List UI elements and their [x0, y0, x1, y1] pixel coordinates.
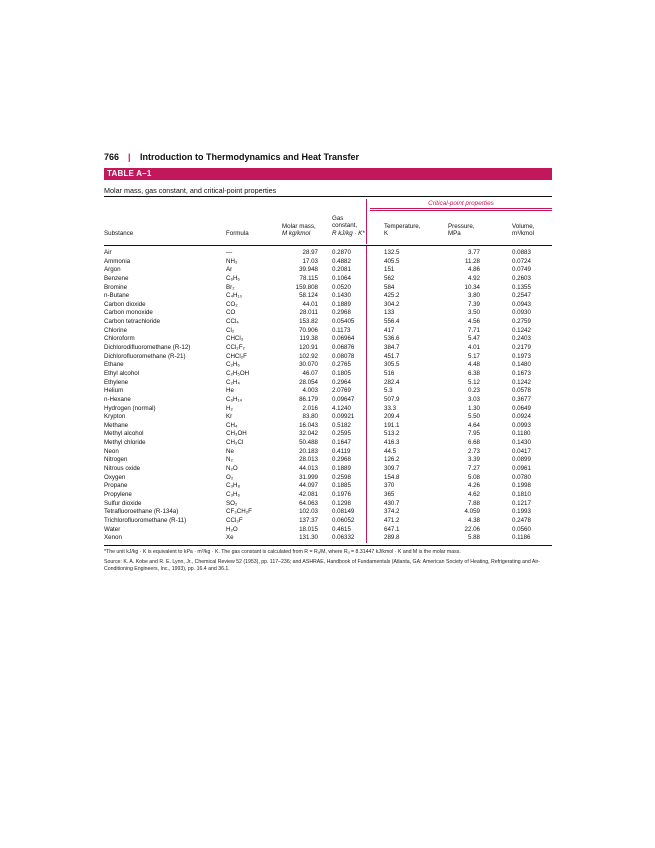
cell-pressure: 7.39 [467, 300, 480, 308]
cell-substance: Chlorine [104, 326, 128, 334]
critical-point-group-header: Critical-point properties [428, 200, 494, 207]
table-row [104, 335, 552, 344]
cell-molar-mass: 159.808 [295, 283, 318, 291]
cell-temperature: 304.2 [384, 300, 400, 308]
cell-volume: 0.1998 [512, 482, 531, 490]
cell-temperature: 647.1 [384, 525, 400, 533]
cell-formula: CO [226, 309, 236, 317]
cell-substance: Helium [104, 387, 124, 395]
cell-temperature: 405.5 [384, 257, 400, 265]
cell-volume: 0.0560 [512, 525, 531, 533]
cell-substance: Nitrous oxide [104, 465, 141, 473]
table-row [104, 465, 552, 474]
cell-substance: Carbon tetrachloride [104, 318, 161, 326]
cell-volume: 0.2403 [512, 335, 531, 343]
cell-gas-constant: 0.1889 [332, 465, 351, 473]
cell-volume: 0.0749 [512, 266, 531, 274]
cell-molar-mass: 78.115 [299, 274, 318, 282]
cell-substance: n-Hexane [104, 395, 131, 403]
cell-molar-mass: 44.097 [299, 482, 318, 490]
cell-substance: Sulfur dioxide [104, 499, 142, 507]
cell-molar-mass: 17.03 [302, 257, 318, 265]
cell-temperature: 365 [384, 490, 395, 498]
table-row [104, 422, 552, 431]
cell-pressure: 2.73 [467, 447, 480, 455]
cell-gas-constant: 0.2081 [332, 266, 351, 274]
cell-molar-mass: 28.011 [299, 309, 318, 317]
cell-formula: N₂ [226, 456, 233, 464]
cell-formula: CCl₃F [226, 516, 243, 524]
col-header-gas-constant: Gas constant, R kJ/kg · K* [332, 215, 365, 237]
footnotes [104, 549, 552, 573]
cell-formula: N₂O [226, 465, 238, 473]
cell-substance: Bromine [104, 283, 128, 291]
cell-substance: Methyl chloride [104, 439, 146, 447]
chapter-title: Introduction to Thermodynamics and Heat Transfer [140, 152, 360, 162]
cell-pressure: 5.08 [467, 473, 480, 481]
col-header-pressure: Pressure, MPa [448, 223, 475, 238]
cell-pressure: 1.30 [467, 404, 480, 412]
cell-temperature: 416.3 [384, 439, 400, 447]
cell-formula: H₂ [226, 404, 233, 412]
table-row [104, 318, 552, 327]
cell-volume: 0.1993 [512, 508, 531, 516]
cell-volume: 0.0924 [512, 413, 531, 421]
table-row [104, 249, 552, 258]
cell-pressure: 3.03 [467, 395, 480, 403]
cell-volume: 0.1242 [512, 326, 531, 334]
table-row [104, 344, 552, 353]
cell-molar-mass: 2.016 [302, 404, 318, 412]
cell-substance: Dichlorofluoromethane (R-21) [104, 352, 186, 360]
cell-molar-mass: 120.91 [299, 344, 318, 352]
gas-constant-footnote: *The unit kJ/kg · K is equivalent to kPa · m³/kg · K. The gas constant is calculated from R = Rᵤ/M, where Rᵤ = 8.31447 kJ/kmol · K and M is the molar mass. [104, 548, 461, 555]
cell-gas-constant: 0.1976 [332, 490, 351, 498]
cell-volume: 0.1180 [512, 430, 531, 438]
cell-gas-constant: 2.0769 [332, 387, 351, 395]
cell-pressure: 6.68 [467, 439, 480, 447]
cell-volume: 0.2547 [512, 292, 531, 300]
cell-pressure: 4.48 [467, 361, 480, 369]
cell-temperature: 516 [384, 369, 395, 377]
cell-formula: C₆H₁₄ [226, 395, 243, 403]
running-head [104, 150, 552, 164]
cell-gas-constant: 0.08078 [332, 352, 355, 360]
cell-substance: Ethane [104, 361, 124, 369]
cell-volume: 0.2759 [512, 318, 531, 326]
cell-substance: Nitrogen [104, 456, 128, 464]
cell-gas-constant: 0.2870 [332, 249, 351, 256]
cell-gas-constant: 0.1885 [332, 482, 351, 490]
cell-volume: 0.0578 [512, 387, 531, 395]
source-footnote: Source: K. A. Kobe and R. E. Lynn, Jr., Chemical Review 52 (1953), pp. 117–236; and ASHRAE, Handbook of Fundamentals (Atlanta, GA: American Society of Heating, Refrigerating and Air-Conditioning Engineers, Inc., 1993), pp. 16.4 and 36.1. [104, 558, 540, 572]
cell-formula: Ne [226, 447, 234, 455]
cell-volume: 0.2603 [512, 274, 531, 282]
cell-formula: Kr [226, 413, 233, 421]
table-row [104, 361, 552, 370]
group-underline-2 [370, 210, 552, 211]
cell-temperature: 417 [384, 326, 395, 334]
cell-gas-constant: 0.09647 [332, 395, 355, 403]
cell-substance: Methane [104, 421, 129, 429]
cell-temperature: 451.7 [384, 352, 400, 360]
cell-volume: 0.1810 [512, 490, 531, 498]
cell-formula: C₃H₈ [226, 482, 241, 490]
cell-formula: CH₄ [226, 421, 238, 429]
cell-gas-constant: 0.2968 [332, 309, 351, 317]
cell-pressure: 3.39 [467, 456, 480, 464]
cell-gas-constant: 4.1240 [332, 404, 351, 412]
cell-volume: 0.1673 [512, 369, 531, 377]
cell-molar-mass: 86.179 [299, 395, 318, 403]
cell-pressure: 5.12 [467, 378, 480, 386]
cell-temperature: 425.2 [384, 292, 400, 300]
cell-gas-constant: 0.1064 [332, 274, 351, 282]
cell-gas-constant: 0.1173 [332, 326, 351, 334]
table-row [104, 309, 552, 318]
cell-molar-mass: 31.999 [299, 473, 318, 481]
table-row [104, 526, 552, 535]
cell-temperature: 370 [384, 482, 395, 490]
table-row [104, 482, 552, 491]
cell-substance: Air [104, 249, 112, 256]
cell-volume: 0.1973 [512, 352, 531, 360]
cell-substance: Carbon monoxide [104, 309, 153, 317]
separator-bar: | [128, 152, 131, 162]
cell-molar-mass: 44.01 [302, 300, 318, 308]
table-row [104, 266, 552, 275]
cell-temperature: 430.7 [384, 499, 400, 507]
cell-substance: Carbon dioxide [104, 300, 146, 308]
cell-substance: Chloroform [104, 335, 135, 343]
cell-substance: Water [104, 525, 121, 533]
cell-molar-mass: 18.015 [299, 525, 318, 533]
cell-substance: Oxygen [104, 473, 126, 481]
cell-temperature: 507.9 [384, 395, 400, 403]
col-header-molar-mass: Molar mass, M kg/kmol [282, 223, 316, 238]
page-number: 766 [104, 152, 120, 162]
cell-pressure: 10.34 [464, 283, 480, 291]
cell-temperature: 33.3 [384, 404, 397, 412]
cell-volume: 0.0417 [512, 447, 531, 455]
cell-temperature: 556.4 [384, 318, 400, 326]
cell-formula: Ar [226, 266, 233, 274]
header-divider [366, 199, 367, 244]
cell-pressure: 7.27 [467, 465, 480, 473]
cell-formula: Br₂ [226, 283, 235, 291]
cell-temperature: 282.4 [384, 378, 400, 386]
cell-gas-constant: 0.4615 [332, 525, 351, 533]
cell-temperature: 126.2 [384, 456, 400, 464]
table-row [104, 474, 552, 483]
cell-formula: CH₃OH [226, 430, 247, 438]
cell-temperature: 5.3 [384, 387, 393, 395]
cell-molar-mass: 102.03 [299, 508, 318, 516]
cell-temperature: 384.7 [384, 344, 400, 352]
cell-pressure: 3.50 [467, 309, 480, 317]
table-row [104, 413, 552, 422]
cell-pressure: 4.56 [467, 318, 480, 326]
cell-temperature: 309.7 [384, 465, 400, 473]
table-row [104, 327, 552, 336]
col-header-substance: Substance [104, 230, 134, 237]
cell-volume: 0.0993 [512, 421, 531, 429]
cell-molar-mass: 70.906 [299, 326, 318, 334]
table-row [104, 439, 552, 448]
cell-gas-constant: 0.0520 [332, 283, 351, 291]
cell-temperature: 132.5 [384, 249, 400, 256]
cell-gas-constant: 0.2765 [332, 361, 351, 369]
cell-molar-mass: 58.124 [299, 292, 318, 300]
table-row [104, 508, 552, 517]
table-row [104, 430, 552, 439]
cell-temperature: 133 [384, 309, 395, 317]
cell-temperature: 289.8 [384, 534, 400, 542]
cell-substance: Methyl alcohol [104, 430, 144, 438]
cell-formula: Cl₂ [226, 326, 235, 334]
cell-temperature: 562 [384, 274, 395, 282]
cell-substance: Trichlorofluoromethane (R-11) [104, 516, 187, 524]
cell-pressure: 3.80 [467, 292, 480, 300]
cell-gas-constant: 0.2598 [332, 473, 351, 481]
table-label: TABLE A–1 [104, 168, 552, 180]
cell-volume: 0.0724 [512, 257, 531, 265]
cell-temperature: 44.5 [384, 447, 397, 455]
cell-formula: CCl₄ [226, 318, 239, 326]
cell-volume: 0.2478 [512, 516, 531, 524]
cell-molar-mass: 153.82 [299, 318, 318, 326]
group-underline [370, 208, 552, 209]
cell-gas-constant: 0.2595 [332, 430, 351, 438]
col-header-temperature: Temperature, K [384, 223, 421, 238]
cell-formula: CHCl₃ [226, 335, 244, 343]
cell-substance: Ethylene [104, 378, 129, 386]
col-header-formula: Formula [226, 230, 249, 237]
cell-substance: Tetrafluoroethane (R-134a) [104, 508, 179, 516]
cell-volume: 0.1480 [512, 361, 531, 369]
cell-gas-constant: 0.1889 [332, 300, 351, 308]
cell-pressure: 11.28 [464, 257, 480, 265]
cell-pressure: 4.86 [467, 266, 480, 274]
cell-volume: 0.1186 [512, 534, 531, 542]
cell-temperature: 151 [384, 266, 395, 274]
cell-gas-constant: 0.5182 [332, 421, 351, 429]
cell-formula: C₃H₆ [226, 490, 240, 498]
cell-formula: C₂H₆ [226, 361, 240, 369]
cell-temperature: 374.2 [384, 508, 400, 516]
cell-pressure: 3.77 [467, 249, 480, 256]
cell-pressure: 5.50 [467, 413, 480, 421]
cell-temperature: 209.4 [384, 413, 400, 421]
cell-substance: Propylene [104, 490, 132, 498]
table-row [104, 301, 552, 310]
cell-temperature: 154.8 [384, 473, 400, 481]
cell-pressure: 4.26 [467, 482, 480, 490]
table-body [104, 246, 552, 543]
cell-molar-mass: 83.80 [302, 413, 318, 421]
table-row [104, 258, 552, 267]
cell-formula: CF₃CH₂F [226, 508, 252, 516]
cell-substance: Propane [104, 482, 128, 490]
cell-gas-constant: 0.06052 [332, 516, 355, 524]
cell-substance: Ammonia [104, 257, 131, 265]
cell-gas-constant: 0.06332 [332, 534, 355, 542]
cell-formula: CHCl₂F [226, 352, 247, 360]
table-row [104, 396, 552, 405]
cell-gas-constant: 0.2968 [332, 456, 351, 464]
cell-formula: C₄H₁₀ [226, 292, 243, 300]
cell-substance: Argon [104, 266, 121, 274]
cell-temperature: 471.2 [384, 516, 400, 524]
cell-formula: CO₂ [226, 300, 238, 308]
cell-pressure: 4.01 [467, 344, 480, 352]
cell-gas-constant: 0.1430 [332, 292, 351, 300]
cell-formula: O₂ [226, 473, 234, 481]
cell-pressure: 5.88 [467, 534, 480, 542]
cell-gas-constant: 0.4882 [332, 257, 351, 265]
cell-molar-mass: 32.042 [299, 430, 318, 438]
table-row [104, 456, 552, 465]
cell-pressure: 5.47 [467, 335, 480, 343]
cell-substance: Xenon [104, 534, 122, 542]
table-row [104, 387, 552, 396]
cell-formula: CCl₂F₂ [226, 344, 245, 352]
cell-formula: CH₃Cl [226, 439, 244, 447]
cell-pressure: 7.95 [467, 430, 480, 438]
cell-pressure: 7.71 [467, 326, 480, 334]
cell-volume: 0.1242 [512, 378, 531, 386]
cell-temperature: 536.6 [384, 335, 400, 343]
cell-molar-mass: 137.37 [299, 516, 318, 524]
cell-formula: Xe [226, 534, 234, 542]
cell-formula: C₂H₄ [226, 378, 240, 386]
col-header-volume: Volume, m³/kmol [512, 223, 535, 238]
cell-molar-mass: 20.183 [299, 447, 318, 455]
cell-volume: 0.0930 [512, 309, 531, 317]
cell-substance: Neon [104, 447, 119, 455]
cell-volume: 0.0883 [512, 249, 531, 256]
table-row [104, 500, 552, 509]
cell-gas-constant: 0.1805 [332, 369, 351, 377]
cell-gas-constant: 0.05405 [332, 318, 355, 326]
cell-pressure: 4.059 [464, 508, 480, 516]
cell-formula: He [226, 387, 234, 395]
cell-substance: Krypton [104, 413, 126, 421]
table-bottom-rule [104, 545, 552, 546]
cell-gas-constant: 0.08149 [332, 508, 355, 516]
cell-gas-constant: 0.09921 [332, 413, 355, 421]
cell-molar-mass: 131.30 [299, 534, 318, 542]
cell-formula: NH₃ [226, 257, 238, 265]
cell-molar-mass: 30.070 [299, 361, 318, 369]
table-row [104, 405, 552, 414]
cell-molar-mass: 64.063 [299, 499, 318, 507]
cell-volume: 0.0780 [512, 473, 531, 481]
cell-molar-mass: 28.97 [302, 249, 318, 256]
cell-pressure: 4.64 [467, 421, 480, 429]
cell-gas-constant: 0.1647 [332, 439, 351, 447]
cell-molar-mass: 119.38 [299, 335, 318, 343]
textbook-page [104, 150, 552, 576]
table-caption: Molar mass, gas constant, and critical-point properties [104, 186, 277, 195]
cell-formula: SO₂ [226, 499, 238, 507]
cell-formula: — [226, 249, 233, 256]
cell-molar-mass: 50.488 [299, 439, 318, 447]
cell-pressure: 0.23 [467, 387, 480, 395]
cell-substance: Dichlorodifluoromethane (R-12) [104, 344, 191, 352]
cell-formula: H₂O [226, 525, 238, 533]
cell-molar-mass: 28.054 [299, 378, 318, 386]
table-row [104, 370, 552, 379]
cell-substance: Benzene [104, 274, 129, 282]
cell-temperature: 584 [384, 283, 395, 291]
cell-gas-constant: 0.1298 [332, 499, 351, 507]
table-row [104, 534, 552, 543]
cell-molar-mass: 4.003 [302, 387, 318, 395]
cell-gas-constant: 0.4119 [332, 447, 351, 455]
cell-molar-mass: 28.013 [299, 456, 318, 464]
cell-volume: 0.3677 [512, 395, 531, 403]
cell-volume: 0.0943 [512, 300, 531, 308]
table-row [104, 491, 552, 500]
table-row [104, 517, 552, 526]
cell-molar-mass: 46.07 [302, 369, 318, 377]
cell-substance: Hydrogen (normal) [104, 404, 156, 412]
table-row [104, 353, 552, 362]
table-row [104, 292, 552, 301]
cell-volume: 0.1355 [512, 283, 531, 291]
cell-gas-constant: 0.06876 [332, 344, 355, 352]
cell-temperature: 191.1 [384, 421, 400, 429]
cell-gas-constant: 0.2964 [332, 378, 351, 386]
cell-pressure: 4.92 [467, 274, 480, 282]
cell-gas-constant: 0.06964 [332, 335, 355, 343]
cell-volume: 0.2179 [512, 344, 531, 352]
cell-pressure: 4.38 [467, 516, 480, 524]
cell-pressure: 6.38 [467, 369, 480, 377]
cell-volume: 0.0961 [512, 465, 531, 473]
table-header [104, 197, 552, 245]
cell-molar-mass: 16.043 [299, 421, 318, 429]
cell-molar-mass: 102.92 [299, 352, 318, 360]
table-row [104, 275, 552, 284]
table-row [104, 448, 552, 457]
cell-substance: Ethyl alcohol [104, 369, 140, 377]
cell-pressure: 22.06 [464, 525, 480, 533]
cell-molar-mass: 42.081 [299, 490, 318, 498]
cell-volume: 0.1217 [512, 499, 531, 507]
table-row [104, 284, 552, 293]
cell-volume: 0.0649 [512, 404, 531, 412]
cell-formula: C₆H₆ [226, 274, 240, 282]
cell-molar-mass: 44.013 [299, 465, 318, 473]
cell-temperature: 305.5 [384, 361, 400, 369]
cell-volume: 0.1430 [512, 439, 531, 447]
cell-formula: C₂H₅OH [226, 369, 250, 377]
cell-pressure: 4.62 [467, 490, 480, 498]
table-row [104, 379, 552, 388]
cell-substance: n-Butane [104, 292, 130, 300]
cell-molar-mass: 39.948 [299, 266, 318, 274]
cell-temperature: 513.2 [384, 430, 400, 438]
cell-volume: 0.0899 [512, 456, 531, 464]
cell-pressure: 7.88 [467, 499, 480, 507]
cell-pressure: 5.17 [467, 352, 480, 360]
